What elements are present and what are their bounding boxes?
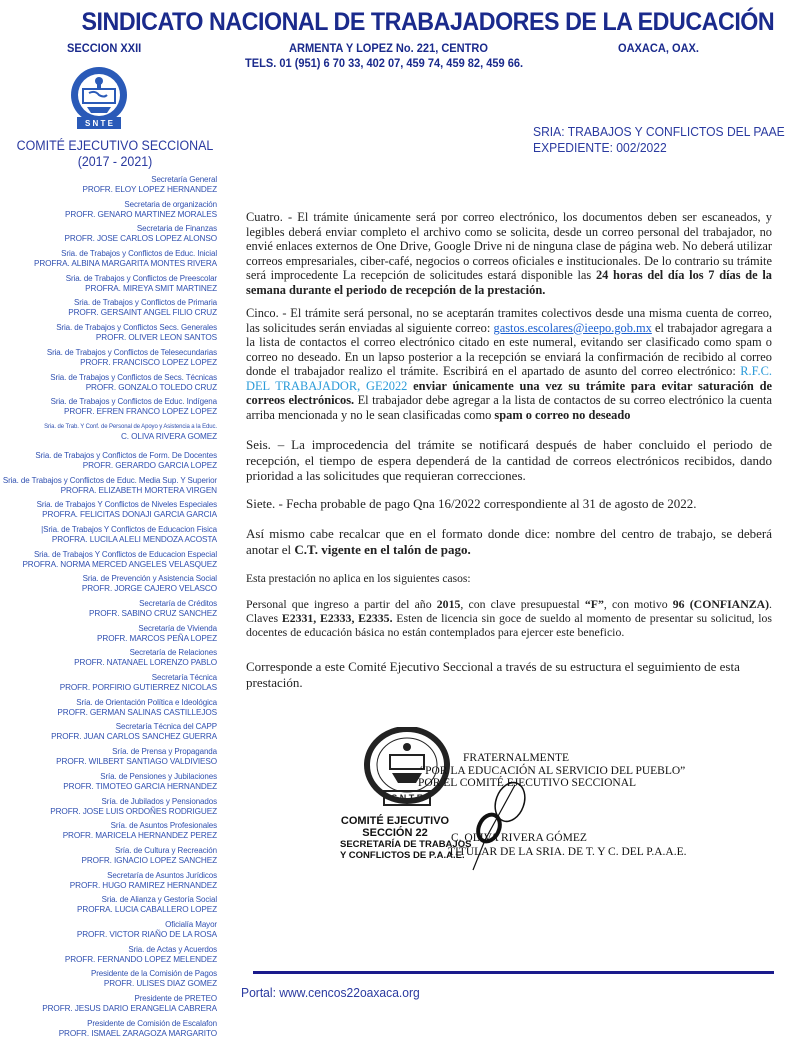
member-name: PROFR. GERMAN SALINAS CASTILLEJOS: [57, 707, 217, 717]
member-name: C. OLIVA RIVERA GOMEZ: [120, 431, 217, 441]
siete-text: Siete. - Fecha probable de pago Qna 16/2022 correspondiente al 31 de agosto de 2022.: [246, 496, 697, 511]
handwritten-signature: [465, 780, 535, 875]
member-role: Sría. de Pensiones y Jubilaciones: [100, 771, 217, 781]
committee-member: [0, 224, 217, 244]
member-role: Sria. de Actas y Acuerdos: [128, 944, 217, 954]
member-role: Secretaría Técnica del CAPP: [115, 722, 217, 732]
stamp-line-2: SECCIÓN 22: [362, 827, 428, 839]
member-name: PROFR. MARICELA HERNANDEZ PEREZ: [62, 831, 217, 841]
member-name: PROFRA. LUCILA ALELI MENDOZA ACOSTA: [51, 534, 217, 544]
committee-member: [0, 648, 217, 668]
committee-members-list: [0, 175, 217, 1043]
committee-member: [0, 969, 217, 989]
stamp-logo-label: S N T E: [391, 793, 423, 803]
email-subject-format: R.F.C. DEL TRABAJADOR, GE2022: [246, 364, 772, 393]
cinco-bold-2: spam o correo no deseado: [494, 407, 631, 422]
member-name: PROFRA. LUCIA CABALLERO LOPEZ: [77, 905, 217, 915]
committee-member: [0, 249, 217, 269]
member-role: Sria. de Trabajos y Conflictos de Educ. Inicial: [61, 249, 217, 259]
member-role: Secretaría de Vivienda: [138, 623, 217, 633]
member-role: Secretaría Técnica: [151, 673, 217, 683]
committee-member: [0, 698, 217, 718]
member-role: Secretaría General: [151, 175, 217, 184]
personal-year: 2015: [436, 597, 461, 611]
closing-fraternalmente: FRATERNALMENTE: [463, 752, 570, 764]
member-role: Oficialía Mayor: [165, 919, 217, 929]
committee-member: [0, 476, 217, 496]
paragraph-asi-mismo: [246, 526, 772, 557]
member-role: |Sria. de Trabajos Y Conflictos de Educacion Fisica: [41, 524, 217, 534]
asi-mismo-bold: C.T. vigente en el talón de pago.: [294, 541, 471, 557]
member-name: PROFR. GENARO MARTINEZ MORALES: [65, 209, 217, 219]
committee-member: [0, 846, 217, 866]
union-motto: “POR LA EDUCACIÓN AL SERVICIO DEL PUEBLO”: [420, 765, 686, 777]
stamp-line-3: SECRETARÍA DE TRABAJOS: [340, 839, 472, 850]
member-name: PROFR. MARCOS PEÑA LOPEZ: [97, 633, 217, 643]
no-aplica-text: Esta prestación no aplica en los siguientes casos:: [246, 573, 471, 585]
email-link[interactable]: gastos.escolares@ieepo.gob.mx: [493, 320, 652, 335]
cinco-text-3: El trabajador debe agregar a la lista de contactos de su correo electrónico la cuenta arriba mencionada y no le sean clasificadas como: [246, 393, 772, 422]
committee-member: [0, 397, 217, 417]
member-name: PROFR. ISMAEL ZARAGOZA MARGARITO: [58, 1028, 217, 1038]
paragraph-cinco: [246, 306, 772, 422]
footer-divider: [253, 971, 774, 974]
committee-member: [0, 722, 217, 742]
member-name: PROFR. FERNANDO LOPEZ MELENDEZ: [64, 954, 217, 964]
committee-member: [0, 175, 217, 195]
member-name: PROFR. JESUS DARIO ERANGELIA CABRERA: [42, 1004, 217, 1013]
member-role: Sria. de Trabajos y Conflictos de Secs. Técnicas: [50, 372, 217, 382]
committee-member: [0, 1019, 217, 1039]
cinco-bold-1: enviar únicamente una vez su trámite para evitar saturación de correos electrónicos.: [246, 378, 773, 407]
member-name: PROFR. GERSAINT ANGEL FILIO CRUZ: [68, 308, 217, 318]
committee-member: [0, 994, 217, 1014]
member-role: Sria. de Trabajos y Conflictos de Telesecundarias: [46, 347, 217, 357]
committee-member: [0, 274, 217, 294]
member-name: PROFR. JORGE CAJERO VELASCO: [81, 584, 217, 594]
signed-by-committee: POR EL COMITÉ EJECUTIVO SECCIONAL: [418, 777, 637, 789]
signer-title: TITULAR DE LA SRIA. DE T. Y C. DEL P.A.A.E.: [448, 846, 687, 858]
member-role: Sria. de Trabajos y Conflictos Secs. Generales: [56, 323, 217, 333]
member-name: PROFR. JOSE CARLOS LOPEZ ALONSO: [64, 234, 217, 244]
committee-member: [0, 574, 217, 594]
member-name: PROFR. IGNACIO LOPEZ SANCHEZ: [81, 855, 217, 865]
personal-text-4: . Claves: [246, 597, 772, 625]
logo-label: S N T E: [84, 119, 113, 128]
member-role: Presidente de la Comisión de Pagos: [90, 969, 217, 979]
member-name: PROFR. JUAN CARLOS SANCHEZ GUERRA: [51, 732, 217, 742]
member-name: PROFR. GONZALO TOLEDO CRUZ: [85, 382, 217, 392]
cuatro-bold: 24 horas del día los 7 días de la semana durante el periodo de recepción de la prestación.: [246, 268, 773, 297]
member-role: Sria. de Trabajos y Conflictos de Form. De Docentes: [35, 450, 217, 460]
personal-motivo: 96 (CONFIANZA): [672, 597, 770, 611]
member-name: PROFR. ULISES DIAZ GOMEZ: [103, 979, 217, 989]
committee-member: [0, 500, 217, 520]
corresponde-text: Corresponde a este Comité Ejecutivo Seccional a través de su estructura el seguimiento de esta prestación.: [246, 659, 740, 690]
member-role: Sria. de Trab. Y Conf. de Personal de Apoyo y Asistencia a la Educ.: [44, 423, 217, 430]
member-name: PROFRA. FELICITAS DONAJI GARCIA GARCIA: [42, 510, 217, 520]
member-role: Secretaría de Créditos: [139, 599, 217, 608]
member-name: PROFR. FRANCISCO LOPEZ LOPEZ: [80, 357, 217, 367]
portal-url: Portal: www.cencos22oaxaca.org: [241, 985, 420, 1000]
member-name: PROFR. PORFIRIO GUTIERREZ NICOLAS: [59, 683, 217, 693]
committee-member: [0, 747, 217, 767]
committee-member: [0, 945, 217, 965]
personal-text-5: Esten de licencia sin goce de sueldo al momento de presentar su solicitud, los docentes de educación básica no están contemplados para ejercer este beneficio.: [246, 611, 773, 639]
paragraph-siete: [246, 497, 772, 512]
committee-member: [0, 673, 217, 693]
member-role: Sría. de Cultura y Recreación: [114, 845, 217, 855]
committee-member: [0, 373, 217, 393]
member-role: Secretaría de Asuntos Jurídicos: [107, 870, 217, 880]
member-role: Presidente de PRETEO: [134, 994, 217, 1003]
cinco-text-2: el trabajador agregara a la lista de contactos el correo electrónico citado en este numeral, evitando ser clasificado como spam o correo no deseado. En un lapso posterior a la recepción se enviará la confirmación de recibido al correo donde el trabajador realizo el trámite. Escribirá en el apartado de asunto del correo electrónico:: [246, 320, 772, 378]
signer-name: C. OLIVA RIVERA GÓMEZ: [451, 832, 587, 844]
phone-numbers: TELS. 01 (951) 6 70 33, 402 07, 459 74, 459 82, 459 66.: [245, 56, 524, 70]
member-name: PROFRA. NORMA MERCED ANGELES VELASQUEZ: [22, 559, 217, 569]
committee-member: [0, 348, 217, 368]
signature-scribble-icon: [465, 780, 535, 875]
member-name: PROFRA. ELIZABETH MORTERA VIRGEN: [60, 485, 217, 495]
snte-logo: [63, 63, 135, 135]
paragraph-seis: [246, 437, 772, 484]
member-role: Sria. de Trabajos Y Conflictos de Educacion Especial: [33, 549, 217, 559]
member-role: Sria. de Trabajos Y Conflictos de Niveles Especiales: [36, 500, 217, 510]
committee-member: [0, 821, 217, 841]
member-name: PROFR. VICTOR RIAÑO DE LA ROSA: [76, 929, 217, 939]
member-name: PROFR. ELOY LOPEZ HERNANDEZ: [82, 185, 217, 194]
member-role: Sria. de Alianza y Gestoría Social: [101, 895, 217, 905]
committee-member: [0, 895, 217, 915]
cuatro-text: Cuatro. - El trámite únicamente será por correo electrónico, los documentos deben ser escaneados, y legibles deberá enviar completo el archivo como se solicita, desde un correo personal del trabajador, no envié enlaces externos de One Drive, Google Drive ni de ninguna clase de página web. No deberá utilizar correos empresariales, ciber-café, negocios o correos oficiales e institucionales. De lo contrario su trámite será improcedente La recepción de solicitudes estará disponible las: [246, 210, 772, 282]
committee-member: [0, 525, 217, 545]
member-role: Secretaria de organización: [124, 199, 217, 209]
committee-member: [0, 624, 217, 644]
committee-member: [0, 422, 217, 442]
committee-member: [0, 200, 217, 220]
committee-member: [0, 550, 217, 570]
committee-member: [0, 797, 217, 817]
personal-text-1: Personal que ingreso a partir del año: [246, 597, 437, 611]
paragraph-cuatro: [246, 210, 772, 297]
address: ARMENTA Y LOPEZ No. 221, CENTRO: [289, 41, 488, 55]
secretariat-ref: SRIA: TRABAJOS Y CONFLICTOS DEL PAAE: [533, 124, 785, 139]
member-name: PROFR. SABINO CRUZ SANCHEZ: [89, 609, 217, 618]
seis-text: Seis. – La improcedencia del trámite se notificará después de haber concluido el periodo de recepción, el tiempo de espera dependerá de la cantidad de correos electrónicos recibidos, dando prioridad a las solicitudes que requieran correcciones.: [246, 437, 772, 483]
member-role: Sría. de Asuntos Profesionales: [110, 821, 217, 831]
member-role: Secretaria de Finanzas: [136, 224, 217, 234]
committee-title: COMITÉ EJECUTIVO SECCIONAL: [16, 138, 214, 153]
committee-member: [0, 920, 217, 940]
member-role: Sria. de Trabajos y Conflictos de Educ. Media Sup. Y Superior: [2, 475, 217, 485]
committee-member: [0, 298, 217, 318]
stamp-line-1: COMITÉ EJECUTIVO: [340, 815, 450, 827]
member-name: PROFR. HUGO RAMIREZ HERNANDEZ: [69, 880, 217, 890]
member-name: PROFR. JOSE LUIS ORDOÑES RODRIGUEZ: [50, 806, 217, 816]
stamp-line-4: Y CONFLICTOS DE P.A.A.E.: [340, 850, 465, 861]
member-role: Sría. de Orientación Política e Ideológica: [76, 697, 217, 707]
union-title: SINDICATO NACIONAL DE TRABAJADORES DE LA EDUCACIÓN: [81, 8, 775, 36]
member-role: Sria. de Trabajos y Conflictos de Educ. Indígena: [50, 397, 217, 407]
committee-member: [0, 871, 217, 891]
section-label: SECCION XXII: [67, 41, 142, 55]
paragraph-corresponde: [246, 659, 772, 691]
paragraph-no-aplica: [246, 572, 772, 587]
personal-text-2: , con clave presupuestal: [460, 597, 585, 611]
member-role: Sria. de Trabajos y Conflictos de Primaria: [74, 298, 217, 308]
member-role: Presidente de Comisión de Escalafon: [87, 1018, 217, 1028]
member-role: Sría. de Prensa y Propaganda: [112, 747, 217, 757]
personal-text-3: , con motivo: [603, 597, 673, 611]
member-name: PROFRA. ALBINA MARGARITA MONTES RIVERA: [33, 259, 217, 269]
committee-member: [0, 323, 217, 343]
cinco-text-1: Cinco. - El trámite será personal, no se aceptarán tramites colectivos desde una misma cuenta de correo, las solicitudes serán enviadas al siguiente correo:: [246, 306, 772, 335]
member-name: PROFR. GERARDO GARCIA LOPEZ: [82, 460, 217, 470]
member-name: PROFR. WILBERT SANTIAGO VALDIVIESO: [56, 757, 217, 767]
asi-mismo-text: Así mismo cabe recalcar que en el formato donde dice: nombre del centro de trabajo, se deberá anotar el: [246, 526, 772, 557]
committee-member: [0, 451, 217, 471]
member-role: Sria. de Trabajos y Conflictos de Preescolar: [65, 273, 217, 283]
member-role: Sría. de Jubilados y Pensionados: [101, 796, 217, 806]
paragraph-personal: [246, 597, 772, 639]
member-role: Secretaría de Relaciones: [129, 648, 217, 658]
expediente-number: EXPEDIENTE: 002/2022: [533, 140, 667, 155]
committee-member: [0, 772, 217, 792]
member-name: PROFRA. MIREYA SMIT MARTINEZ: [85, 283, 217, 293]
member-role: Sria. de Prevención y Asistencia Social: [82, 574, 217, 584]
member-name: PROFR. TIMOTEO GARCIA HERNANDEZ: [63, 781, 217, 791]
committee-period: (2017 - 2021): [77, 154, 153, 169]
committee-member: [0, 599, 217, 619]
member-name: PROFR. OLIVER LEON SANTOS: [95, 333, 217, 343]
member-name: PROFR. EFREN FRANCO LOPEZ LOPEZ: [64, 407, 217, 417]
member-name: PROFR. NATANAEL LORENZO PABLO: [74, 658, 217, 668]
personal-clave: “F”: [584, 597, 604, 611]
personal-claves: E2331, E2333, E2335.: [281, 611, 393, 625]
city: OAXACA, OAX.: [618, 41, 699, 55]
